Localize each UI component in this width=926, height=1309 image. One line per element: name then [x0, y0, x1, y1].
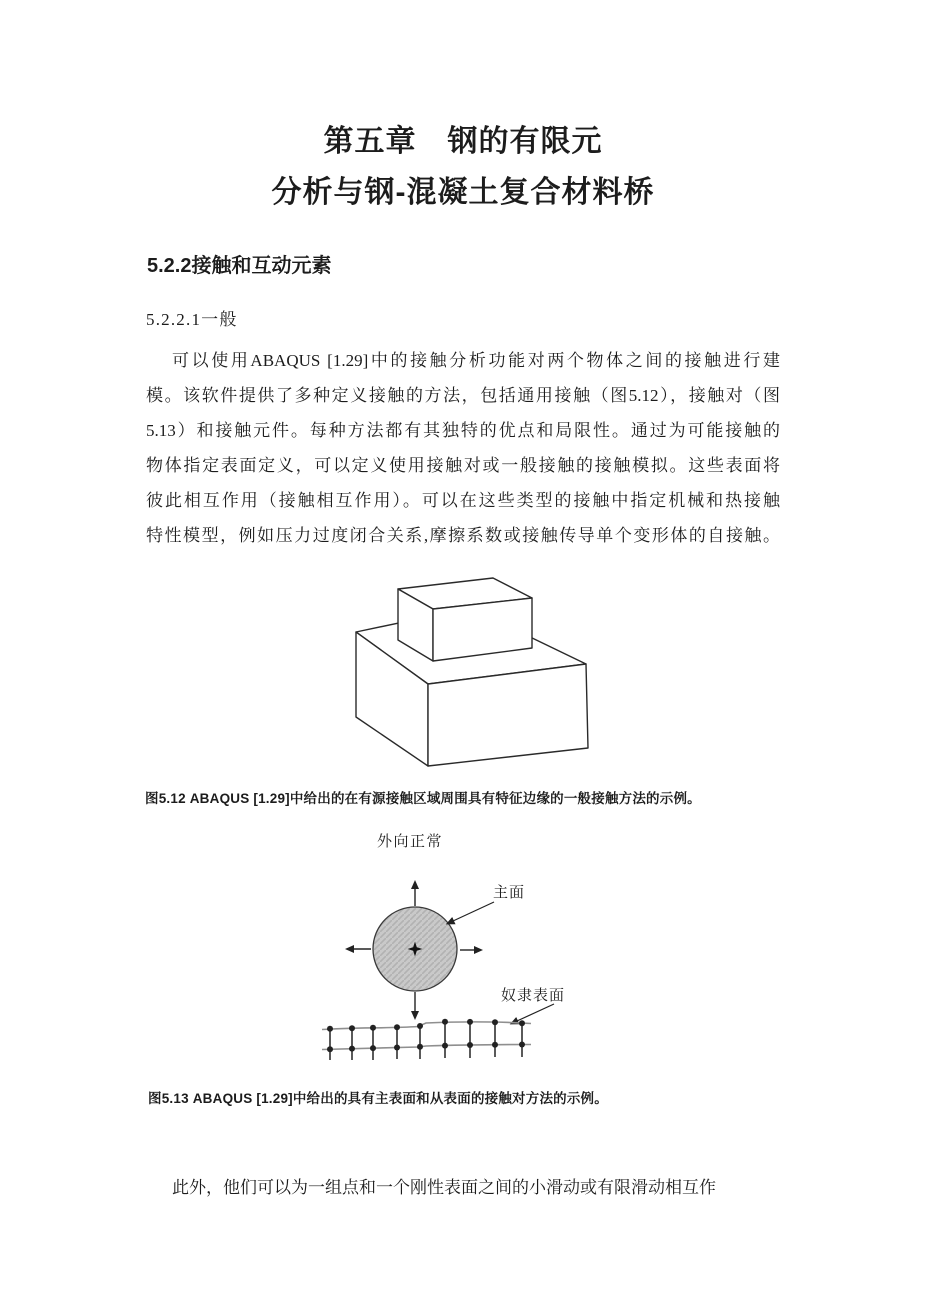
master-surface-circle: [373, 907, 457, 991]
slave-surface-mesh: [322, 1019, 531, 1060]
master-surface-label: 主面: [493, 885, 526, 901]
paragraph-line: 特性模型，例如压力过度闭合关系,摩擦系数或接触传导单个变形体的自接触。: [146, 526, 780, 545]
page-title-line2: 分析与钢-混凝土复合材料桥: [271, 176, 655, 209]
section-heading: 5.2.2接触和互动元素: [147, 255, 332, 277]
slave-surface-label: 奴隶表面: [501, 988, 566, 1004]
body-paragraph-1: [146, 350, 780, 560]
paragraph-line: 物体指定表面定义，可以定义使用接触对或一般接触的接触模拟。这些表面将: [146, 456, 780, 475]
paragraph-line: 彼此相互作用（接触相互作用）。可以在这些类型的接触中指定机械和热接触: [146, 491, 780, 510]
subsection-heading: 5.2.2.1一般: [146, 310, 238, 329]
small-box: [398, 578, 532, 661]
paragraph-line: 模。该软件提供了多种定义接触的方法，包括通用接触（图5.12），接触对（图: [146, 386, 780, 405]
paragraph-line: 可以使用ABAQUS [1.29]中的接触分析功能对两个物体之间的接触进行建: [172, 351, 780, 370]
figure-5-12-caption: 图5.12 ABAQUS [1.29]中给出的在有源接触区域周围具有特征边缘的一般接触方法的示例。: [145, 791, 701, 806]
figure-5-13-contact-pair-drawing: [320, 860, 600, 1072]
figure-5-13-caption: 图5.13 ABAQUS [1.29]中给出的具有主表面和从表面的接触对方法的示例。: [148, 1091, 608, 1106]
page-title-line1: 第五章 钢的有限元: [323, 125, 603, 158]
paragraph-line: 5.13）和接触元件。每种方法都有其独特的优点和局限性。通过为可能接触的: [146, 421, 780, 440]
figure-5-12-boxes-drawing: [340, 572, 600, 784]
body-paragraph-2: 此外，他们可以为一组点和一个刚性表面之间的小滑动或有限滑动相互作: [172, 1178, 716, 1197]
outward-normal-label: 外向正常: [377, 833, 444, 850]
master-surface-leader-arrow: [453, 902, 494, 921]
slave-surface-leader-arrow: [517, 1004, 554, 1021]
